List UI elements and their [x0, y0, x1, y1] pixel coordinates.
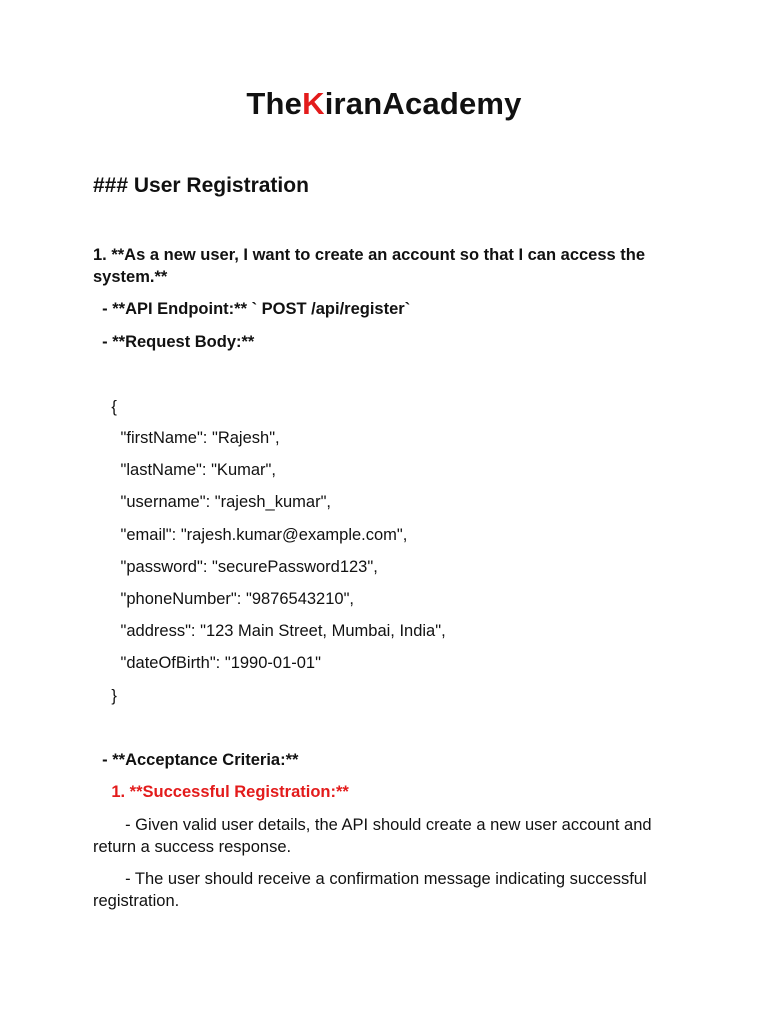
- criteria-item-title: 1. **Successful Registration:**: [93, 783, 349, 801]
- criteria-point-2: - The user should receive a confirmation message indicating successful registration.: [93, 870, 652, 910]
- brand-title: [0, 86, 768, 122]
- acceptance-criteria-label: - **Acceptance Criteria:**: [93, 751, 299, 769]
- user-story: 1. **As a new user, I want to create an account so that I can access the system.**: [93, 246, 646, 286]
- request-body-label: - **Request Body:**: [93, 333, 255, 351]
- json-line-address: "address": "123 Main Street, Mumbai, India",: [93, 622, 446, 640]
- json-line-lastname: "lastName": "Kumar",: [93, 461, 276, 479]
- brand-title-accent-letter: K: [302, 86, 325, 121]
- json-line-email: "email": "rajesh.kumar@example.com",: [93, 526, 408, 544]
- section-heading: ### User Registration: [93, 174, 309, 197]
- json-open-brace: {: [93, 398, 117, 416]
- json-close-brace: }: [93, 687, 117, 705]
- brand-title-suffix: iranAcademy: [324, 86, 522, 121]
- json-line-phonenumber: "phoneNumber": "9876543210",: [93, 590, 355, 608]
- json-line-firstname: "firstName": "Rajesh",: [93, 429, 280, 447]
- api-endpoint-line: - **API Endpoint:** ` POST /api/register`: [93, 300, 411, 318]
- brand-title-prefix: The: [246, 86, 303, 121]
- criteria-point-1: - Given valid user details, the API should create a new user account and return a success response.: [93, 816, 657, 856]
- json-line-password: "password": "securePassword123",: [93, 558, 378, 576]
- json-line-dateofbirth: "dateOfBirth": "1990-01-01": [93, 654, 321, 672]
- json-line-username: "username": "rajesh_kumar",: [93, 493, 332, 511]
